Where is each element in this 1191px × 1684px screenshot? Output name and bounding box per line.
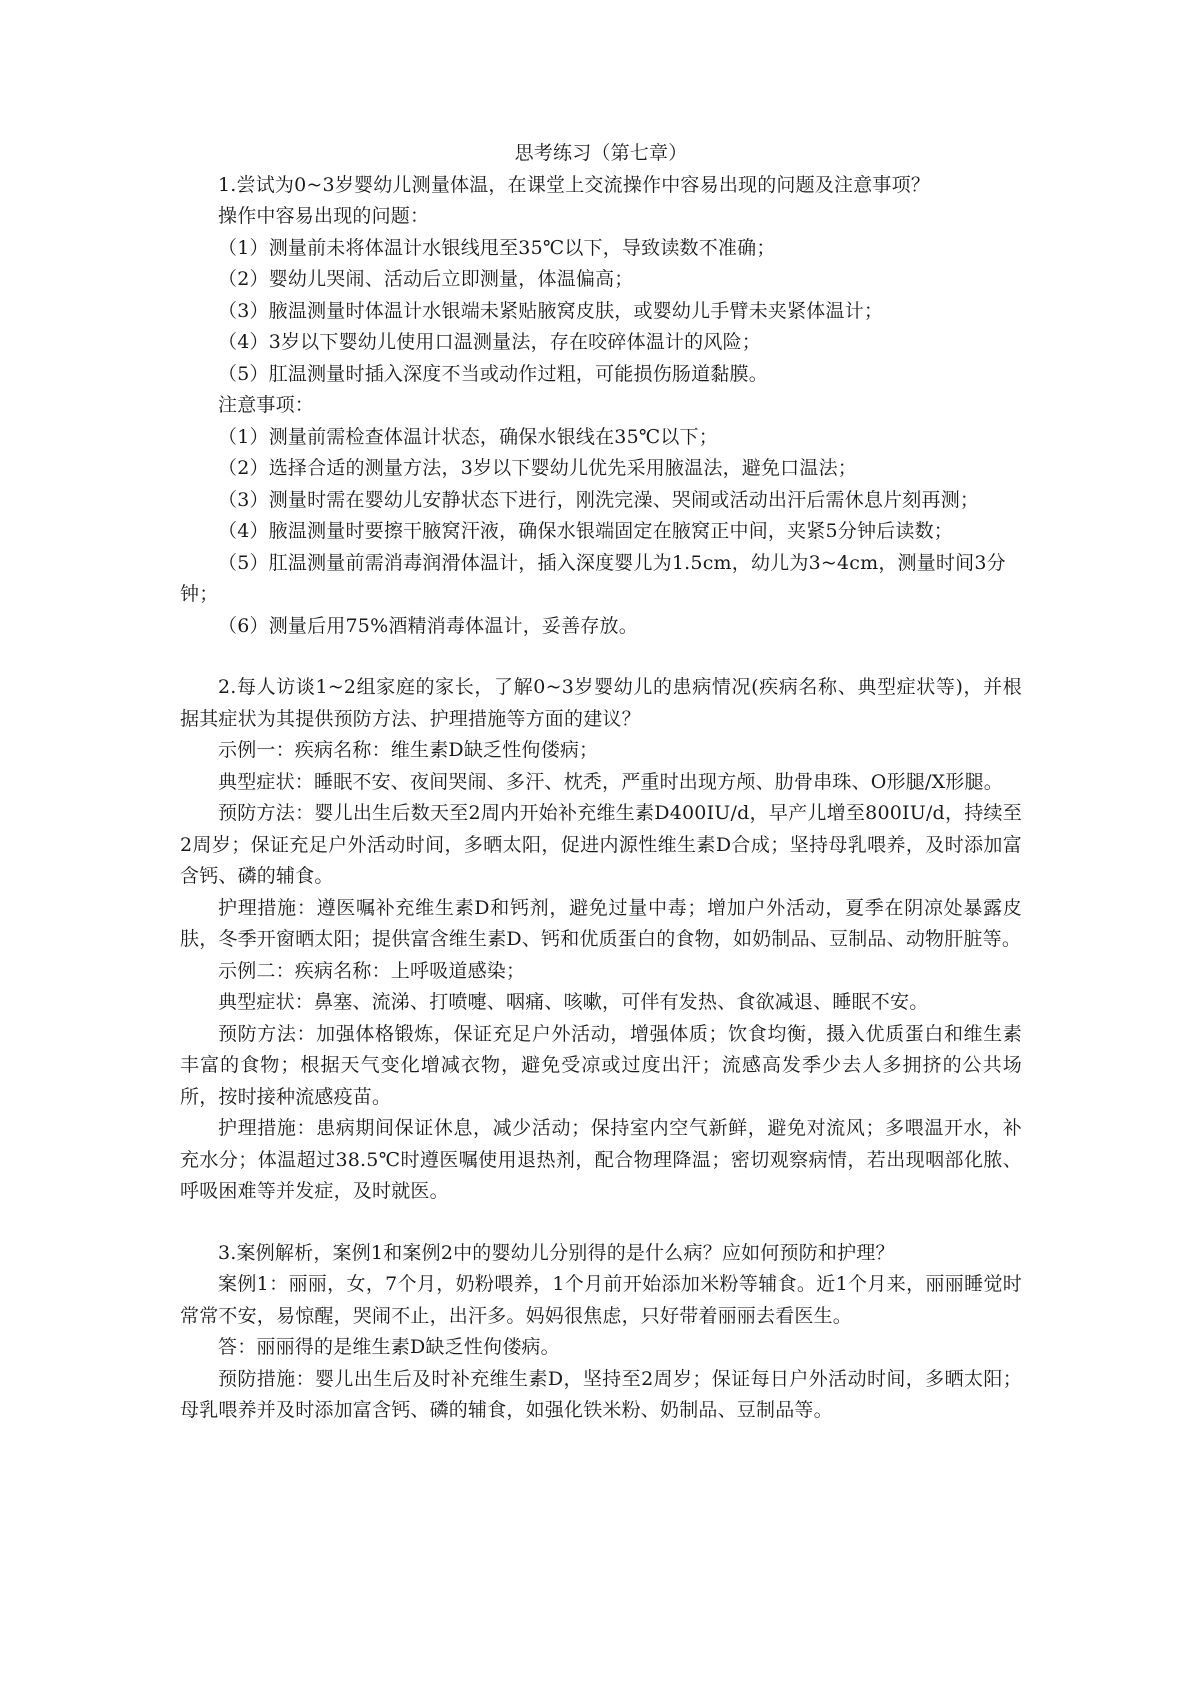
example1-care: 护理措施：遵医嘱补充维生素D和钙剂，避免过量中毒；增加户外活动，夏季在阴凉处暴露皮肤，冬季开窗晒太阳；提供富含维生素D、钙和优质蛋白的食物，如奶制品、豆制品、动物肝脏等。 [180,896,1022,950]
answer-1: 答：丽丽得的是维生素D缺乏性佝偻病。 [218,1336,560,1358]
note-item: （5）肛温测量前需消毒润滑体温计，插入深度婴儿为1.5cm，幼儿为3~4cm，测量时间3分钟； [180,551,1006,605]
problem-item: （2）婴幼儿哭闹、活动后立即测量，体温偏高； [218,268,634,290]
question-3: 3.案例解析，案例1和案例2中的婴幼儿分别得的是什么病？应如何预防和护理？ [218,1241,895,1264]
page-title: 思考练习（第七章） [514,142,688,164]
problems-heading: 操作中容易出现的问题： [218,205,430,227]
example2-disease: 示例二：疾病名称：上呼吸道感染； [218,959,526,982]
note-item: （3）测量时需在婴幼儿安静状态下进行，刚洗完澡、哭闹或活动出汗后需休息片刻再测； [218,488,980,511]
notes-heading: 注意事项： [218,394,315,416]
example2-symptoms: 典型症状：鼻塞、流涕、打喷嚏、咽痛、咳嗽，可伴有发热、食欲减退、睡眠不安。 [218,991,929,1013]
problem-item: （1）测量前未将体温计水银线甩至35℃以下，导致读数不准确； [218,236,776,259]
example1-disease: 示例一：疾病名称：维生素D缺乏性佝偻病； [218,739,599,761]
note-item: （4）腋温测量时要擦干腋窝汗液，确保水银端固定在腋窝正中间，夹紧5分钟后读数； [218,520,953,542]
problem-item: （3）腋温测量时体温计水银端未紧贴腋窝皮肤，或婴幼儿手臂未夹紧体温计； [218,299,884,322]
note-item: （1）测量前需检查体温计状态，确保水银线在35℃以下； [218,425,718,448]
example1-symptoms: 典型症状：睡眠不安、夜间哭闹、多汗、枕秃，严重时出现方颅、肋骨串珠、O形腿/X形腿。 [218,770,1003,793]
section-gap [180,642,1022,672]
example1-prevention: 预防方法：婴儿出生后数天至2周内开始补充维生素D400IU/d，早产儿增至800IU/d，持续至2周岁；保证充足户外活动时间，多晒太阳，促进内源性维生素D合成；坚持母乳喂养，及时添加富含钙、磷的辅食。 [180,802,1022,887]
problem-item: （4）3岁以下婴幼儿使用口温测量法，存在咬碎体温计的风险； [218,331,761,353]
example2-prevention: 预防方法：加强体格锻炼，保证充足户外活动，增强体质；饮食均衡，摄入优质蛋白和维生素丰富的食物；根据天气变化增减衣物，避免受凉或过度出汗；流感高发季少去人多拥挤的公共场所，按时接种流感疫苗。 [180,1022,1022,1108]
note-item: （6）测量后用75%酒精消毒体温计，妥善存放。 [218,614,638,637]
problem-item: （5）肛温测量时插入深度不当或动作过粗，可能损伤肠道黏膜。 [218,362,768,385]
document-body [180,138,1022,1427]
note-item: （2）选择合适的测量方法，3岁以下婴幼儿优先采用腋温法，避免口温法； [218,457,857,479]
case-1: 案例1：丽丽，女，7个月，奶粉喂养，1个月前开始添加米粉等辅食。近1个月来，丽丽睡觉时常常不安，易惊醒，哭闹不止，出汗多。妈妈很焦虑，只好带着丽丽去看医生。 [180,1273,1022,1327]
section-gap [180,1208,1022,1238]
example2-care: 护理措施：患病期间保证休息，减少活动；保持室内空气新鲜，避免对流风；多喂温开水，补充水分；体温超过38.5℃时遵医嘱使用退热剂，配合物理降温；密切观察病情，若出现咽部化脓、呼吸困难等并发症，及时就医。 [180,1117,1022,1202]
question-1: 1.尝试为0~3岁婴幼儿测量体温，在课堂上交流操作中容易出现的问题及注意事项？ [218,173,931,196]
prevention-1: 预防措施：婴儿出生后及时补充维生素D，坚持至2周岁；保证每日户外活动时间，多晒太阳；母乳喂养并及时添加富含钙、磷的辅食，如强化铁米粉、奶制品、豆制品等。 [180,1367,1022,1421]
question-2: 2.每人访谈1~2组家庭的家长，了解0~3岁婴幼儿的患病情况(疾病名称、典型症状等)，并根据其症状为其提供预防方法、护理措施等方面的建议？ [180,676,1022,730]
